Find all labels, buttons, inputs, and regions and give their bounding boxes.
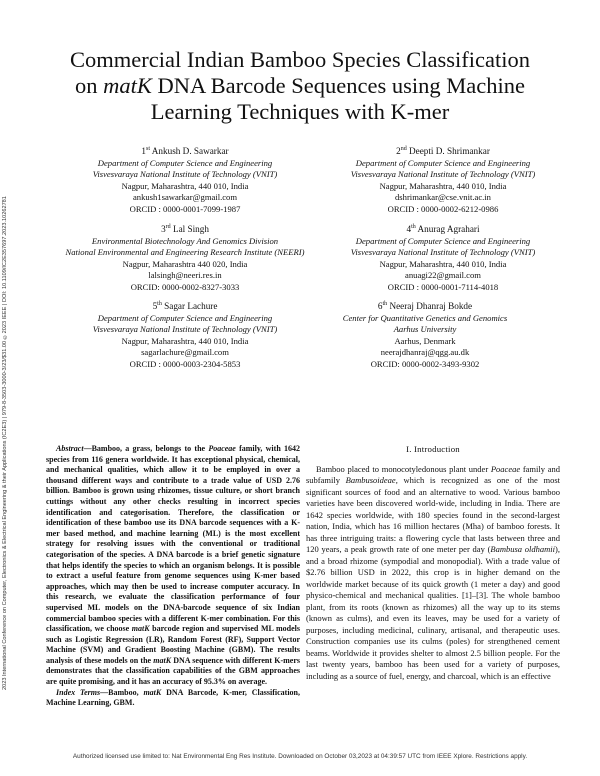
introduction-column [306, 444, 560, 682]
author-block: 1st Ankush D. Sawarkar Department of Computer Science and Engineering Visvesvaraya National Institute of Technology (VNIT) Nagpur, Maharashtra, 440 010, India ankush1sawarkar@gmail.com ORCID : 0000-0001-7099-1987 [92, 145, 278, 214]
author-block: 4th Anurag Agrahari Department of Computer Science and Engineering Visvesvaraya National Institute of Technology (VNIT) Nagpur, Maharashtra, 440 010, India anuagi22@gmail.com ORCID : 0000-0001-7114-4018 [350, 223, 536, 292]
author-block: 3rd Lal Singh Environmental Biotechnology And Genomics Division National Environmental and Engineering Research Institute (NEERI) Nagpur, Maharashtra 440 020, India lalsingh@neeri.res.in ORCID: 0000-0002-8327-3033 [65, 223, 305, 292]
introduction-paragraph: Bamboo placed to monocotyledonous plant under Poaceae family and subfamily Bambusoideae, which is recognized as one of the most significant sources of food and an alternative to wood. Various bamboo varieties have been discovered world-wide, including in India. There are 1642 species worldwide, with 180 species found in the second-largest nation, India, which has 16 million hectares (Mha) of bamboo forests. It has three intriguing traits: a flowering cycle that lasts between three and 120 years, a peak growth rate of one meter per day (Bambusa oldhamii), and a broad rhizome (sympodial and monopodial). With a trade value of $2.76 billion USD in 2022, this crop is in higher demand on the worldwide market because of its quick growth (1 meter a day) and good physico-chemical and mechanical qualities. [1]–[3]. The whole bamboo plant, from its roots (known as rhizomes) all the way up to its stems (known as culms), and even its leaves, may be used for a variety of purposes, including medicinal, culinary, artisanal, and therapeutic uses. Construction companies use its culms (poles) for strengthened cement beams. Worldwide it provides shelter to almost 2.5 billion people. For the last twenty years, bamboo has been used for a variety of purposes, including as a source of fuel, energy, and charcoal, which is an effective [306, 463, 560, 681]
sidebar-citation: 2023 International Conference on Computer, Electronics & Electrical Engineering & their Applications (IC2E3) | 979-8-3503-3000-3/23/$31.00 ©2023 IEEE | DOI: 10.1109/IC2E357697.2023.10262781 [2, 196, 8, 690]
abstract: Abstract—Bamboo, a grass, belongs to the Poaceae family, with 1642 species from 116 genera worldwide. It has exceptional physical, chemical, and mechanical qualities, which allow it to be employed in over a thousand different ways and contribute to a trade value of USD 2.76 billion. Bamboo is grown using rhizomes, tissue culture, or short branch cuttings without any other checks resulting in incorrect species identification and categorisation. Therefore, the classification or identification of these bamboo use its DNA barcode sequences with a K-mer based method, and machine learning (ML) is the most excellent strategy for resolving issues with the conventional or traditional categorisation of the species. A DNA barcode is a brief genetic signature that helps identify the species to which an organism belongs. It is possible to extract a useful feature from genome sequences using K-mer based approaches, which may then be used to increase computer accuracy. In this research, we evaluate the classification performance of four supervised ML models on the DNA-barcode sequence of six Indian commercial bamboo species with a different K-mer combination. For this classification, we choose matK barcode region and supervised ML models such as Logistic Regression (LR), Random Forest (RF), Support Vector Machine (SVM) and Gradient Boosting Machine (GBM). The results analysis of these models on the matK DNA sequence with different K-mers demonstrates that the classification capabilities of the GBM approaches are quite promising, and it has an accuracy of 95.3% on average. [46, 444, 301, 687]
index-terms: Index Terms—Bamboo, matK DNA Barcode, K-mer, Classification, Machine Learning, GBM. [46, 687, 301, 708]
title-line-3: Learning Techniques with K-mer [150, 99, 450, 124]
author-block: 6th Neeraj Dhanraj Bokde Center for Quantitative Genetics and Genomics Aarhus University Aarhus, Denmark neerajdhanraj@qgg.au.dk ORCID: 0000-0002-3493-9302 [342, 300, 508, 369]
paper-title [40, 47, 560, 125]
abstract-column [46, 444, 300, 709]
title-line-2: on matK DNA Barcode Sequences using Machine [75, 73, 525, 98]
section-heading: I. Introduction [406, 444, 460, 454]
author-block: 2nd Deepti D. Shrimankar Department of Computer Science and Engineering Visvesvaraya National Institute of Technology (VNIT) Nagpur, Maharashtra, 440 010, India dshrimankar@cse.vnit.ac.in ORCID : 0000-0002-6212-0986 [350, 145, 536, 214]
title-line-1: Commercial Indian Bamboo Species Classification [70, 47, 530, 72]
license-footer: Authorized licensed use limited to: Nat Environmental Eng Res Institute. Downloaded on October 03,2023 at 04:39:57 UTC from IEEE Xplore. Restrictions apply. [72, 753, 528, 760]
author-block: 5th Sagar Lachure Department of Computer Science and Engineering Visvesvaraya National Institute of Technology (VNIT) Nagpur, Maharashtra, 440 010, India sagarlachure@gmail.com ORCID : 0000-0003-2304-5853 [92, 300, 278, 369]
